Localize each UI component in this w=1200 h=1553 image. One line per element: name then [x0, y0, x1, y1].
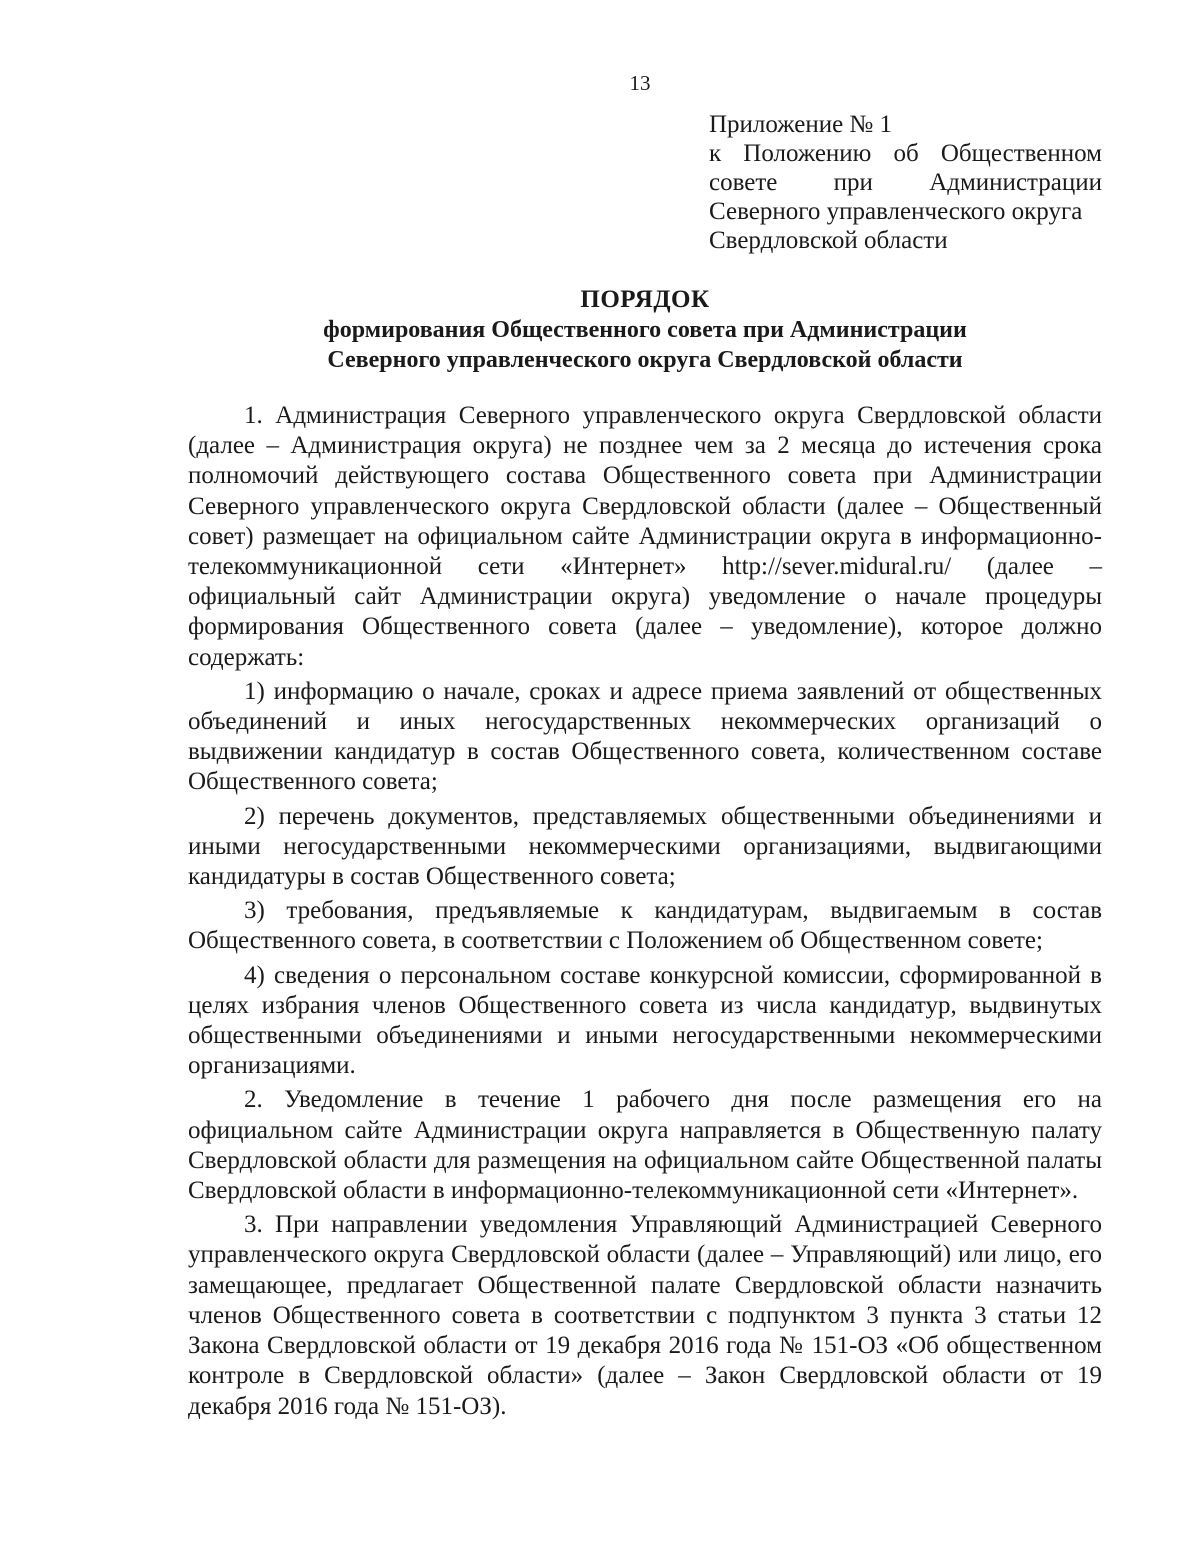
paragraph-2: 2. Уведомление в течение 1 рабочего дня после размещения его на официальном сайте Администрации округа направляется в Общественную палату Свердловской области для размещения на официальном сайте Общественной палаты Свердловской области в информационно-телекоммуникационной сети «Интернет».	[188, 1086, 1102, 1205]
appendix-line-2: к Положению об Общественном	[709, 140, 1102, 167]
document-subtitle-line-2: Северного управленческого округа Свердловской области	[327, 347, 963, 373]
appendix-line-1: Приложение № 1	[709, 111, 893, 138]
paragraph-1-item-2: 2) перечень документов, представляемых общественными объединениями и иными негосударственными некоммерческими организациями, выдвигающими кандидатуры в состав Общественного совета;	[188, 802, 1102, 891]
page-number: 13	[629, 71, 651, 95]
paragraph-1: 1. Администрация Северного управленческого округа Свердловской области (далее – Администрация округа) не позднее чем за 2 месяца до истечения срока полномочий действующего состава Общественного совета при Администрации Северного управленческого округа Свердловской области (далее – Общественный совет) размещает на официальном сайте Администрации округа в информационно-телекоммуникационной сети «Интернет» http://sever.midural.ru/ (далее – официальный сайт Администрации округа) уведомление о начале процедуры формирования Общественного совета (далее – уведомление), которое должно содержать:	[188, 402, 1102, 671]
appendix-line-4: Северного управленческого округа	[709, 198, 1083, 225]
paragraph-1-item-4: 4) сведения о персональном составе конкурсной комиссии, сформированной в целях избрания членов Общественного совета из числа кандидатур, выдвинутых общественными объединениями и иными негосударственными некоммерческими организациями.	[188, 961, 1102, 1080]
document-subtitle-line-1: формирования Общественного совета при Администрации	[323, 317, 967, 343]
appendix-line-5: Свердловской области	[709, 227, 948, 254]
paragraph-1-item-1: 1) информацию о начале, сроках и адресе приема заявлений от общественных объединений и иных негосударственных некоммерческих организаций о выдвижении кандидатур в состав Общественного совета, количественном составе Общественного совета;	[188, 677, 1102, 796]
document-title: ПОРЯДОК	[580, 286, 710, 313]
appendix-line-3: совете при Администрации	[709, 169, 1102, 196]
document-heading	[0, 285, 1200, 375]
paragraph-3: 3. При направлении уведомления Управляющий Администрацией Северного управленческого округа Свердловской области (далее – Управляющий) или лицо, его замещающее, предлагает Общественной палате Свердловской области назначить членов Общественного совета в соответствии с подпунктом 3 пункта 3 статьи 12 Закона Свердловской области от 19 декабря 2016 года № 151-ОЗ «Об общественном контроле в Свердловской области» (далее – Закон Свердловской области от 19 декабря 2016 года № 151-ОЗ).	[188, 1211, 1102, 1420]
appendix-block	[709, 110, 1102, 255]
paragraph-1-item-3: 3) требования, предъявляемые к кандидатурам, выдвигаемым в состав Общественного совета, в соответствии с Положением об Общественном совете;	[188, 897, 1102, 955]
document-body	[188, 401, 1102, 1422]
